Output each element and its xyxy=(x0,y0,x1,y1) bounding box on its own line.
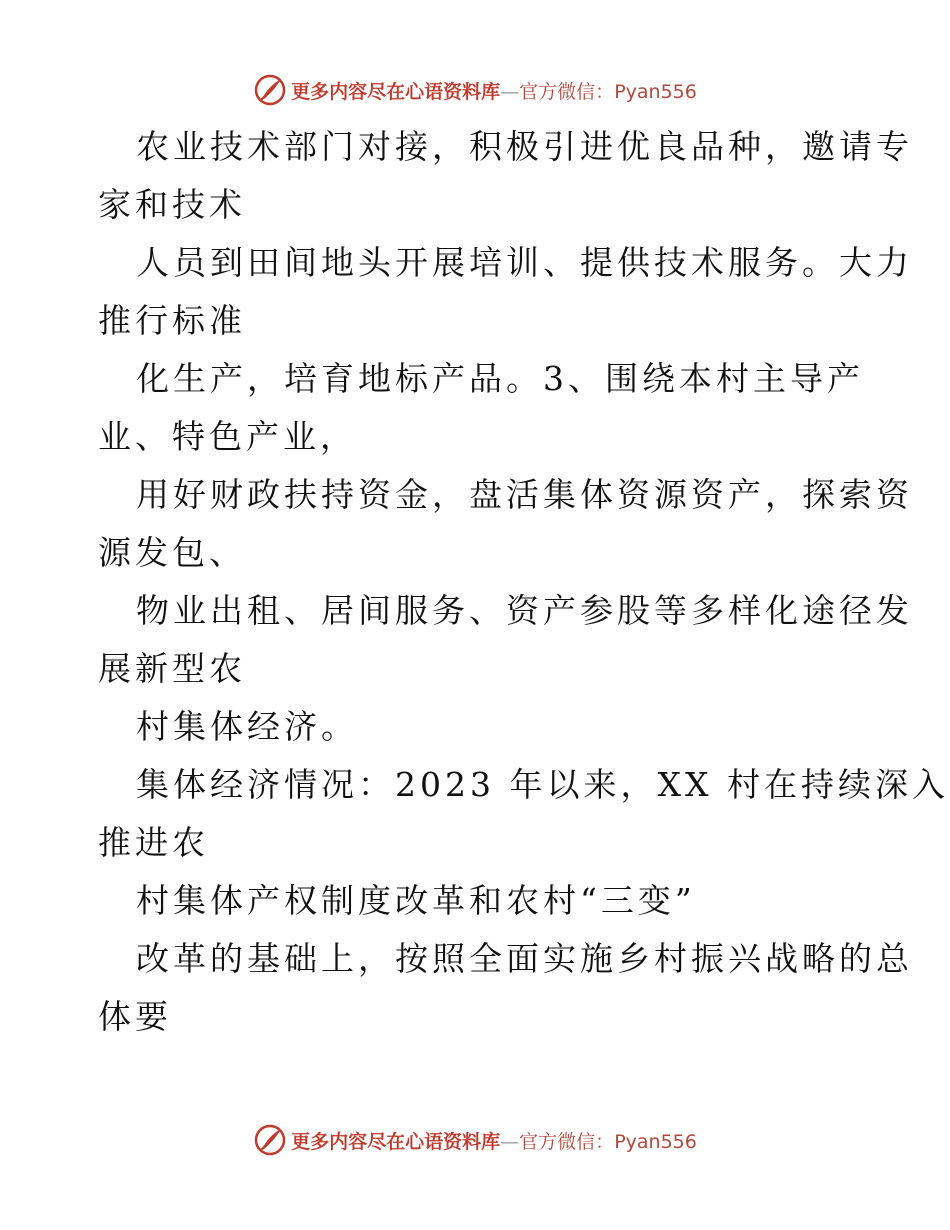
paragraph xyxy=(98,582,913,698)
paragraph-line: 家和技术 xyxy=(98,185,246,224)
paragraph xyxy=(98,118,913,234)
quill-logo-icon xyxy=(253,1123,287,1157)
quill-logo-icon xyxy=(253,73,287,107)
paragraph-line: 推进农 xyxy=(98,823,209,862)
paragraph-line: 业、特色产业， xyxy=(98,417,357,456)
watermark-text: 更多内容尽在心语资料库—官方微信：Pyan556 xyxy=(291,1130,697,1153)
paragraph-line: 体要 xyxy=(98,997,172,1036)
paragraph-line: 改革的基础上，按照全面实施乡村振兴战略的总 xyxy=(136,939,913,978)
paragraph-line: 用好财政扶持资金，盘活集体资源资产，探索资 xyxy=(136,475,913,514)
paragraph-line: 源发包、 xyxy=(98,533,246,572)
paragraph xyxy=(98,350,864,466)
footer-watermark xyxy=(0,1120,950,1160)
paragraph xyxy=(98,872,858,930)
paragraph xyxy=(98,698,858,756)
paragraph-line: 推行标准 xyxy=(98,301,246,340)
paragraph-line: 集体经济情况：2023 年以来，XX 村在持续深入 xyxy=(136,765,949,804)
paragraph xyxy=(98,930,913,1046)
watermark-text: 更多内容尽在心语资料库—官方微信：Pyan556 xyxy=(291,80,697,103)
paragraph-line: 化生产，培育地标产品。3、围绕本村主导产 xyxy=(136,359,864,398)
paragraph-line: 物业出租、居间服务、资产参股等多样化途径发 xyxy=(136,591,913,630)
header-watermark xyxy=(0,70,950,110)
paragraph xyxy=(98,234,913,350)
document-body xyxy=(98,118,949,1046)
paragraph xyxy=(98,756,949,872)
paragraph-line: 村集体经济。 xyxy=(136,707,358,746)
paragraph-line: 人员到田间地头开展培训、提供技术服务。大力 xyxy=(136,243,913,282)
paragraph-line: 农业技术部门对接，积极引进优良品种，邀请专 xyxy=(136,127,913,166)
paragraph xyxy=(98,466,913,582)
paragraph-line: 展新型农 xyxy=(98,649,246,688)
paragraph-line: 村集体产权制度改革和农村“三变” xyxy=(136,881,696,920)
